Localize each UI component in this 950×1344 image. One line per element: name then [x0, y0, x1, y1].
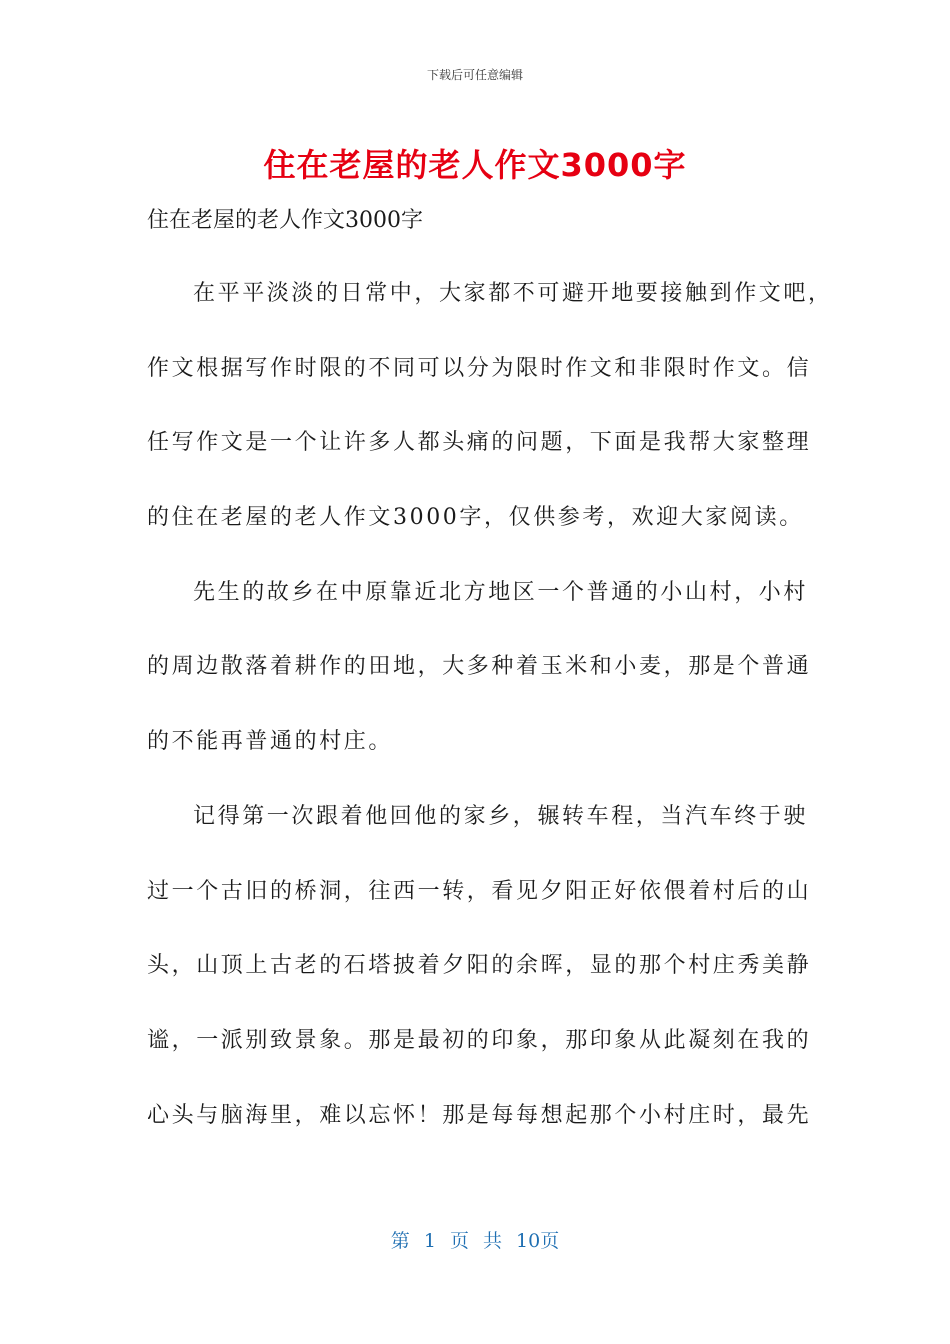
body-text [147, 272, 833, 1168]
paragraph-line: 的周边散落着耕作的田地，大多种着玉米和小麦，那是个普通 [147, 654, 812, 680]
paragraph-line: 记得第一次跟着他回他的家乡，辗转车程，当汽车终于驶 [193, 803, 809, 829]
paragraph-line: 的住在老屋的老人作文3000字，仅供参考，欢迎大家阅读。 [147, 505, 804, 531]
paragraph-line: 谧，一派别致景象。那是最初的印象，那印象从此凝刻在我的 [147, 1027, 812, 1053]
document-title: 住在老屋的老人作文3000字 [263, 146, 687, 184]
paragraph-line: 头，山顶上古老的石塔披着夕阳的余晖，显的那个村庄秀美静 [147, 953, 812, 979]
document-subtitle: 住在老屋的老人作文3000字 [147, 208, 423, 233]
paragraph-line: 任写作文是一个让许多人都头痛的问题，下面是我帮大家整理 [147, 430, 812, 456]
paragraph-line: 的不能再普通的村庄。 [147, 729, 394, 755]
paragraph-line: 心头与脑海里，难以忘怀！那是每每想起那个小村庄时，最先 [147, 1102, 812, 1128]
paragraph-line: 过一个古旧的桥洞，往西一转，看见夕阳正好依偎着村后的山 [147, 878, 812, 904]
paragraph-line: 在平平淡淡的日常中，大家都不可避开地要接触到作文吧， [193, 281, 833, 306]
paragraph-line: 先生的故乡在中原靠近北方地区一个普通的小山村，小村 [193, 579, 809, 605]
page-number-footer: 第 1 页 共 10页 [390, 1230, 560, 1252]
paragraph-line: 作文根据写作时限的不同可以分为限时作文和非限时作文。信 [147, 355, 812, 381]
header-note: 下载后可任意编辑 [426, 68, 523, 82]
